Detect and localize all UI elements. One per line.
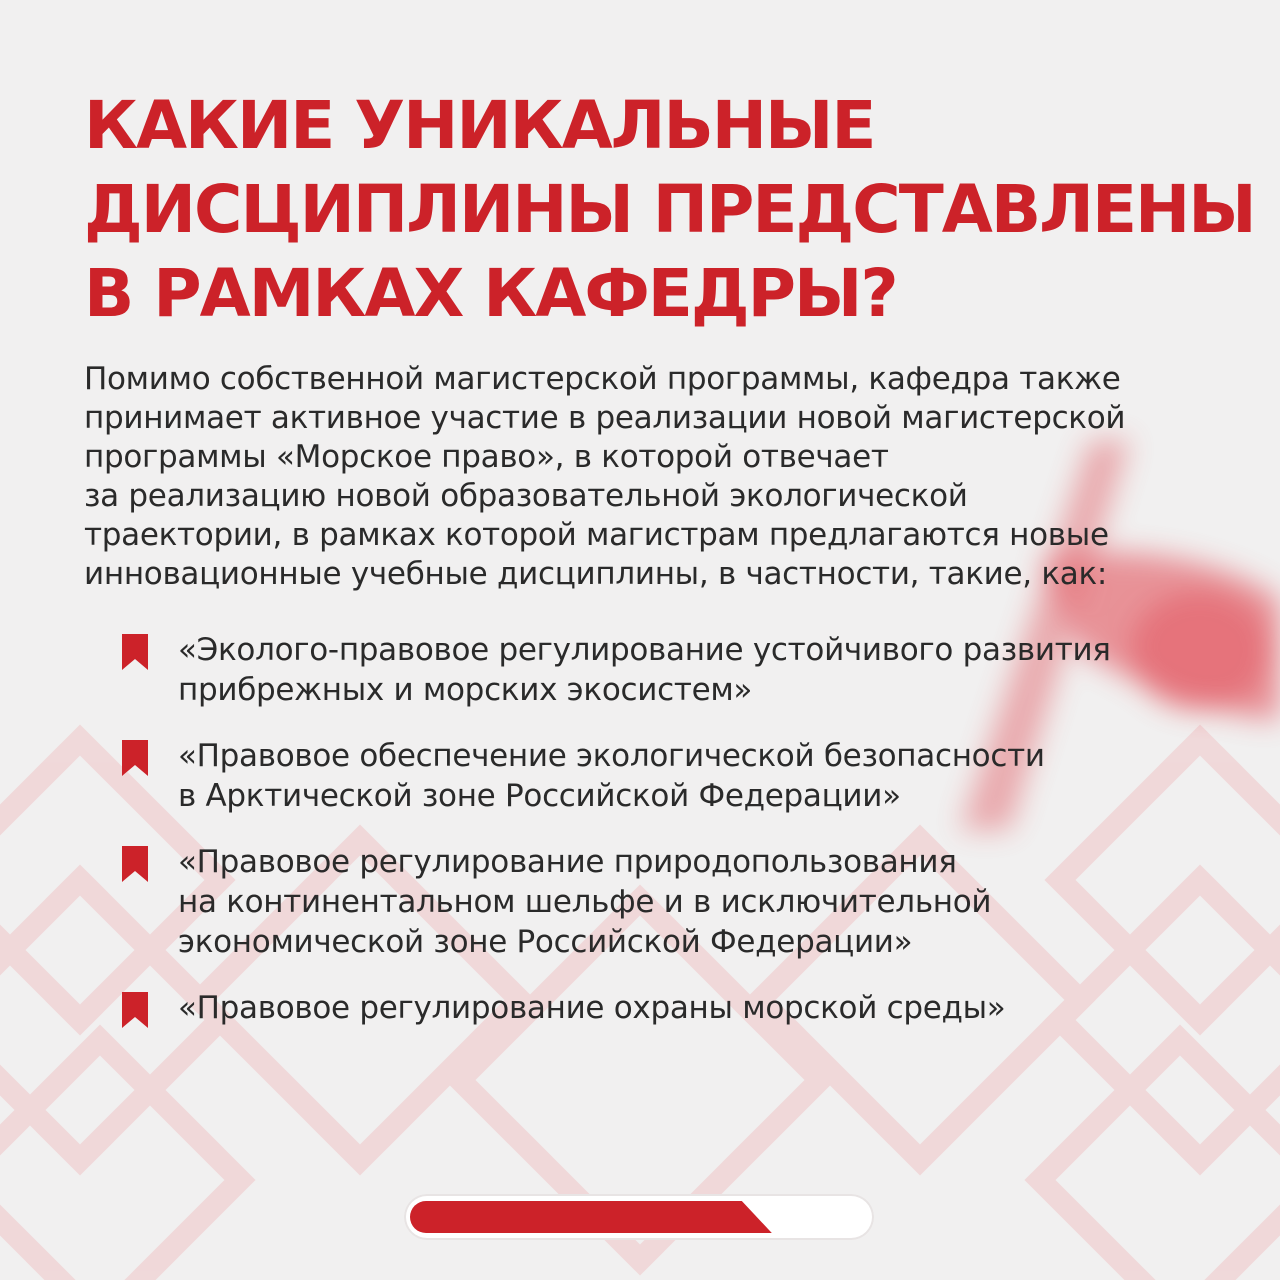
bookmark-icon [122, 992, 148, 1028]
intro-line: траектории, в рамках которой магистрам предлагаются новые [84, 517, 1109, 553]
disciplines-list [120, 630, 1240, 1054]
discipline-line: «Правовое регулирование охраны морской среды» [178, 990, 1006, 1026]
discipline-line: «Правовое обеспечение экологической безопасности [178, 738, 1045, 774]
discipline-text [178, 842, 1240, 962]
discipline-text [178, 630, 1240, 710]
list-item [120, 630, 1240, 710]
discipline-line: «Правовое регулирование природопользования [178, 844, 957, 880]
title-line: ДИСЦИПЛИНЫ ПРЕДСТАВЛЕНЫ [84, 171, 1255, 248]
discipline-text [178, 736, 1240, 816]
title-line: КАКИЕ УНИКАЛЬНЫЕ [84, 87, 875, 164]
page-title [84, 84, 1264, 336]
progress-track [404, 1194, 874, 1240]
intro-line: инновационные учебные дисциплины, в частности, такие, как: [84, 556, 1108, 592]
bookmark-icon [122, 846, 148, 882]
bookmark-icon [122, 740, 148, 776]
discipline-text [178, 988, 1240, 1028]
bookmark-icon [122, 634, 148, 670]
slide-progress-bar [404, 1194, 874, 1240]
title-line: В РАМКАХ КАФЕДРЫ? [84, 255, 897, 332]
discipline-line: прибрежных и морских экосистем» [178, 672, 753, 708]
discipline-line: «Эколого-правовое регулирование устойчивого развития [178, 632, 1111, 668]
discipline-line: экономической зоне Российской Федерации» [178, 924, 913, 960]
intro-line: принимает активное участие в реализации новой магистерской [84, 400, 1126, 436]
progress-fill [410, 1201, 772, 1233]
list-item [120, 736, 1240, 816]
list-item [120, 842, 1240, 962]
discipline-line: в Арктической зоне Российской Федерации» [178, 778, 901, 814]
list-item [120, 988, 1240, 1028]
intro-paragraph [84, 360, 1244, 594]
discipline-line: на континентальном шельфе и в исключительной [178, 884, 992, 920]
intro-line: за реализацию новой образовательной экологической [84, 478, 968, 514]
intro-line: программы «Морское право», в которой отвечает [84, 439, 889, 475]
intro-line: Помимо собственной магистерской программы, кафедра также [84, 361, 1121, 397]
